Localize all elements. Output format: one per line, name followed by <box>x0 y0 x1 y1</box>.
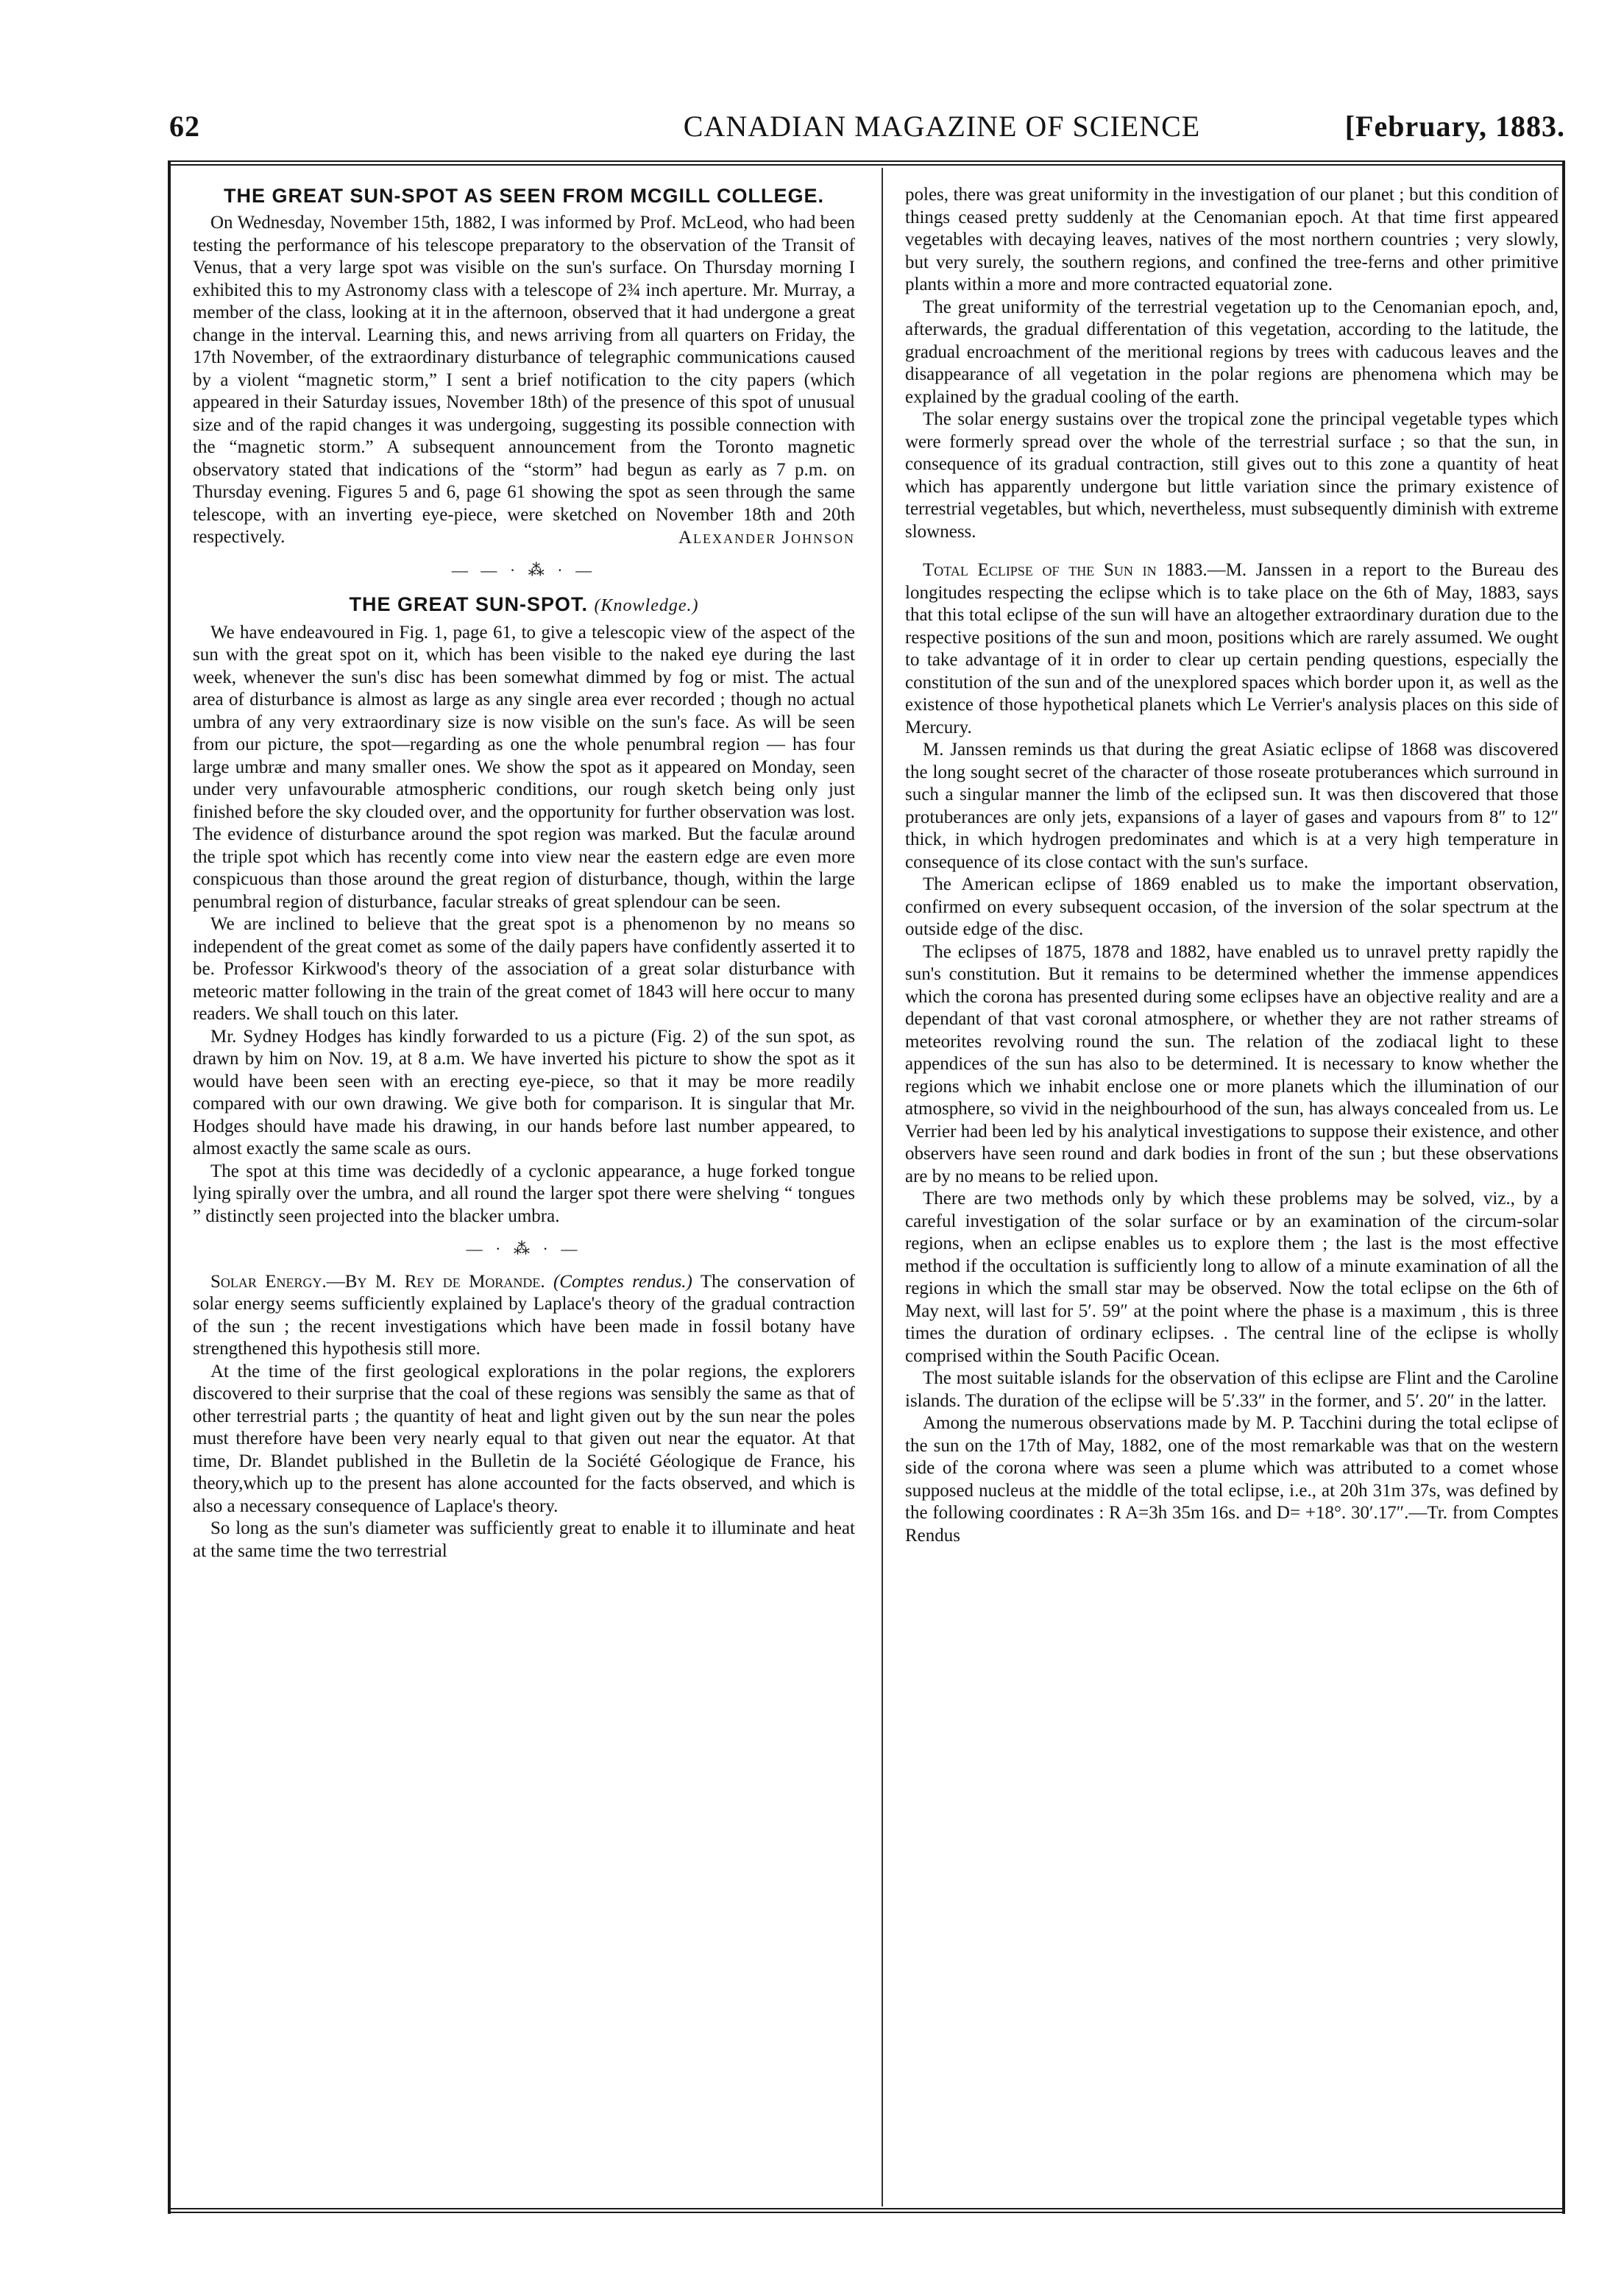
article-paragraph: The eclipses of 1875, 1878 and 1882, have enabled us to unravel pretty rapidly the sun's constitution. But it remains to be determined whether the immense appendices which the corona has presented during some eclipses have an objective reality and are a dependant of that vast coronal atmosphere, or whether they are not rather streams of meteorites revolving round the sun. The relation of the zodiacal light to these appendices of the sun has also to be determined. It is necessary to know whether the regions which we inhabit enclose one or more planets which the illumination of our atmosphere, so vivid in the neighbourhood of the sun, has always concealed from us. Le Verrier had been led by his analytical investigations to suppose their existence, and other observers have seen round and dark bodies in front of the sun ; but these observations are by no means to be relied upon. <box>905 941 1559 1186</box>
paragraph-gap <box>905 543 1559 559</box>
article-paragraph: Among the numerous observations made by M. P. Tacchini during the total eclipse of the sun on the 17th of May, 1882, one of the most remarkable was that on the western side of the corona where was seen a plume which was attributed to a comet whose supposed nucleus at the middle of the total eclipse, i.e., at 20h 31m 37s, was defined by the following coordinates : R A=3h 35m 16s. and D= +18°. 30′.17″.—Tr. from Comptes Rendus <box>905 1413 1559 1546</box>
section-ornament: — — · ⁂ · — <box>451 561 597 579</box>
article-text: —M. Janssen in a report to the Bureau des longitudes respecting the eclipse which is to take place on the 6th of May, 1883, says that this total eclipse of the sun will have an altogether extraordinary duration due to the respective positions of the sun and moon, positions which are rarely assumed. We ought to take advantage of it in order to clear up certain pending questions, especially the constitution of the sun and of the unexplored spaces which border upon it, as well as the existence of those hypothetical planets which Le Verrier's analysis places on this side of Mercury. <box>905 560 1559 737</box>
page-number: 62 <box>169 110 200 143</box>
frame-right-rule <box>1562 160 1565 2214</box>
running-header <box>169 109 1565 153</box>
article-paragraph: The solar energy sustains over the tropical zone the principal vegetable types which were formerly spread over the whole of the terrestrial surface ; so that the sun, in consequence of its gradual contraction, still gives out to this zone a quantity of heat which has apparently undergone but little variation since the primary existence of terrestrial vegetables, but which, nevertheless, must subsequently diminish with extreme slowness. <box>905 409 1559 542</box>
article-paragraph: Mr. Sydney Hodges has kindly forwarded to us a picture (Fig. 2) of the sun spot, as drawn by him on Nov. 19, at 8 a.m. We have inverted his picture to show the spot as it would have been seen with an erecting eye-piece, so that it may be more readily compared with our own drawing. We give both for comparison. It is singular that Mr. Hodges should have made his drawing, in our hands before last number appeared, to almost exactly the same scale as ours. <box>193 1026 855 1158</box>
article-title-mcgill: THE GREAT SUN-SPOT AS SEEN FROM MCGILL COLLEGE. <box>223 185 825 207</box>
author-signature: Alexander Johnson <box>678 527 855 548</box>
right-column <box>905 184 1559 1547</box>
article-title-sunspot <box>193 592 855 617</box>
article-paragraph: poles, there was great uniformity in the investigation of our planet ; but this condition of things ceased pretty suddenly at the Cenomanian epoch. At that time first appeared vegetables with decaying leaves, natives of the most northern countries ; very slowly, but very surely, the southern regions, and confined the tree-ferns and other primitive plants within a more and more contracted equatorial zone. <box>905 185 1559 294</box>
article-paragraph: We have endeavoured in Fig. 1, page 61, to give a telescopic view of the aspect of the sun with the great spot on it, which has been visible to the naked eye during the last week, whenever the sun's disc has been somewhat dimmed by fog or mist. The actual area of disturbance is almost as large as any single area ever recorded ; though no actual umbra of any very extraordinary size is now visible on the sun's face. As will be seen from our picture, the spot—regarding as one the whole penumbral region — has four large umbræ and many smaller ones. We show the spot as it appeared on Monday, seen under very unfavourable atmospheric conditions, our rough sketch being only just finished before the sky clouded over, and the opportunity for further observation was lost. The evidence of disturbance around the spot region was marked. But the faculæ around the triple spot which has recently come into view near the eastern edge are even more conspicuous than those around the great region of disturbance, though, within the large penumbral region of disturbance, facular streaks of great splendour can be seen. <box>193 622 855 912</box>
article-paragraph: So long as the sun's diameter was sufficiently great to enable it to illuminate and heat at the same time the two terrestrial <box>193 1518 855 1561</box>
section-ornament: — · ⁂ · — <box>466 1239 582 1258</box>
article-paragraph: The most suitable islands for the observation of this eclipse are Flint and the Caroline islands. The duration of the eclipse will be 5′.33″ in the former, and 5′. 20″ in the latter. <box>905 1368 1559 1411</box>
article-paragraph-solar-energy <box>193 1271 855 1361</box>
article-paragraph: On Wednesday, November 15th, 1882, I was informed by Prof. McLeod, who had been testing the performance of his telescope preparatory to the observation of the Transit of Venus, that a very large spot was visible on the sun's surface. On Thursday morning I exhibited this to my Astronomy class with a telescope of 2¾ inch aperture. Mr. Murray, a member of the class, looking at it in the afternoon, observed that it had undergone a great change in the interval. Learning this, and news arriving from all quarters on Friday, the 17th November, of the extraordinary disturbance of telegraphic communications caused by a violent “magnetic storm,” I sent a brief notification to the city papers (which appeared in their Saturday issues, November 18th) of the presence of this spot of unusual size and of the rapid changes it was undergoing, suggesting its possible connection with the “magnetic storm.” A subsequent announcement from the Toronto magnetic observatory stated that indications of the “storm” had begun as early as 7 p.m. on Thursday evening. Figures 5 and 6, page 61 showing the spot as seen through the same telescope, with an inverting eye-piece, were sketched on November 18th and 20th respectively. <box>193 213 855 547</box>
frame-top-rule <box>168 160 1565 166</box>
article-paragraph-eclipse <box>905 559 1559 739</box>
article-source: (Comptes rendus.) <box>553 1271 692 1292</box>
article-paragraph: We are inclined to believe that the great spot is a phenomenon by no means so independent of the great comet as some of the daily papers have confidently asserted it to be. Professor Kirkwood's theory of the association of a great solar disturbance with meteoric matter following in the train of the great comet of 1843 will here occur to many readers. We shall touch on this later. <box>193 914 855 1024</box>
issue-date: [February, 1883. <box>1344 110 1565 143</box>
frame-left-rule <box>168 160 171 2214</box>
article-text: The conservation of solar energy seems sufficiently explained by Laplace's theory of the gradual contraction of the sun ; the recent investigations which have been made in fossil botany have strengthened this hypothesis still more. <box>193 1271 855 1359</box>
column-divider <box>882 168 883 2206</box>
article-lead: Solar Energy.—By M. Rey de Morande. <box>210 1271 545 1292</box>
article-paragraph: The spot at this time was decidedly of a cyclonic appearance, a huge forked tongue lying spirally over the umbra, and all round the larger spot there were shelving “ tongues ” distinctly seen projected into the blacker umbra. <box>193 1161 855 1226</box>
magazine-title: CANADIAN MAGAZINE OF SCIENCE <box>683 110 1201 143</box>
article-paragraph: At the time of the first geological explorations in the polar regions, the explorers discovered to their surprise that the coal of these regions was sensibly the same as that of other terrestrial parts ; the quantity of heat and light given out by the sun near the poles must therefore have been very nearly equal to that given out near the equator. At that time, Dr. Blandet published in the Bulletin de la Société Géologique de France, his theory,which up to the present has alone accounted for the facts observed, and which is also a necessary consequence of Laplace's theory. <box>193 1361 855 1516</box>
frame-bottom-rule <box>168 2208 1565 2213</box>
article-title-text: THE GREAT SUN-SPOT. <box>349 592 589 615</box>
left-column <box>193 184 855 1563</box>
article-source: (Knowledge.) <box>594 595 699 615</box>
article-paragraph: The American eclipse of 1869 enabled us to make the important observation, confirmed on every subsequent occasion, of the inversion of the solar spectrum at the outside edge of the disc. <box>905 874 1559 939</box>
article-lead: Total Eclipse of the Sun in 1883. <box>923 560 1208 580</box>
article-paragraph: M. Janssen reminds us that during the great Asiatic eclipse of 1868 was discovered the long sought secret of the character of those roseate protuberances which surround in such a singular manner the limb of the eclipsed sun. It was then discovered that those protuberances are only jets, expansions of a layer of gases and vapours from 8″ to 12″ thick, in which hydrogen predominates and which is at a very high temperature in consequence of its close contact with the sun's surface. <box>905 740 1559 872</box>
article-paragraph: The great uniformity of the terrestrial vegetation up to the Cenomanian epoch, and, afterwards, the gradual differentation of this vegetation, according to the latitude, the gradual encroachment of the meritional regions by trees with caducous leaves and the disappearance of all vegetation in the polar regions are phenomena which may be explained by the gradual cooling of the earth. <box>905 297 1559 407</box>
article-paragraph: There are two methods only by which these problems may be solved, viz., by a careful investigation of the solar surface or by an examination of the circum-solar regions, when an eclipse enables us to explore them ; the last is the most effective method if the occultation is sufficiently long to allow of a minute examination of all the regions in which the small star may be observed. Now the total eclipse on the 6th of May next, will last for 5′. 59″ at the point where the phase is a maximum , this is three times the duration of ordinary eclipses. . The central line of the eclipse is wholly comprised within the South Pacific Ocean. <box>905 1189 1559 1366</box>
